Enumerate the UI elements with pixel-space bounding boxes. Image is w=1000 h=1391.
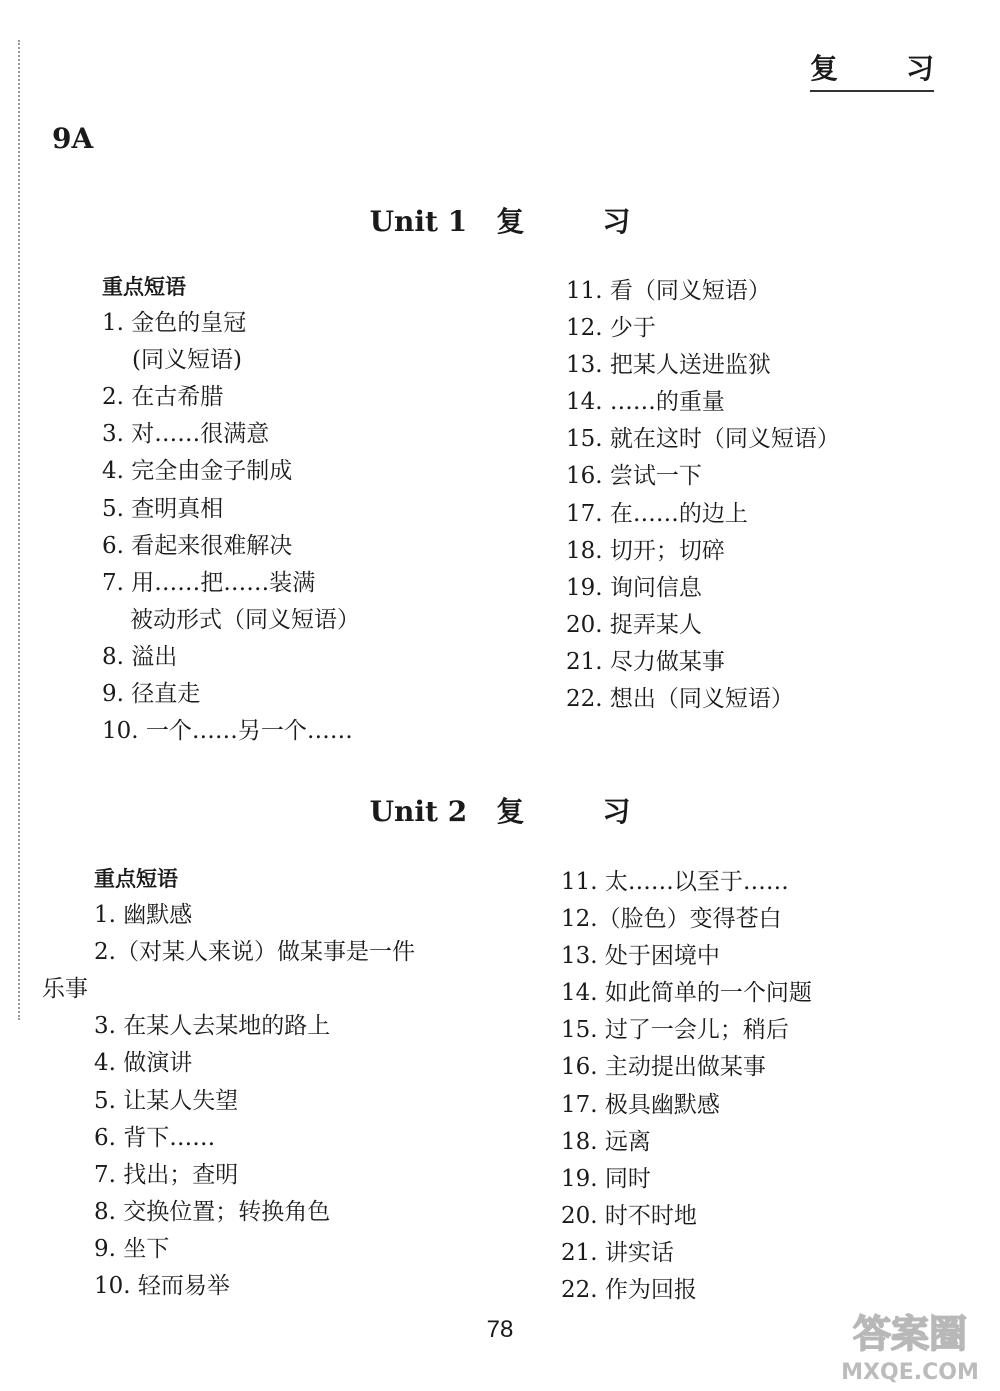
list-item: 19. 询问信息: [566, 574, 702, 601]
list-item: 11. 看（同义短语）: [566, 278, 771, 304]
unit1-right-column: [566, 273, 840, 718]
list-item: 8. 溢出: [102, 643, 178, 670]
list-item: 18. 远离: [561, 1128, 651, 1155]
list-item: 12.（脸色）变得苍白: [561, 906, 782, 933]
unit1-left-column: [102, 268, 360, 750]
unit2-right-column: [561, 864, 812, 1309]
list-item: 13. 把某人送进监狱: [566, 352, 771, 379]
list-item: 14. 如此简单的一个问题: [561, 980, 812, 1007]
list-item: 17. 极具幽默感: [561, 1091, 720, 1118]
list-item: 6. 看起来很难解决: [102, 532, 293, 559]
list-item: 2.（对某人来说）做某事是一件: [94, 939, 415, 966]
list-item: 13. 处于困境中: [561, 943, 720, 970]
list-item: 21. 讲实话: [561, 1239, 674, 1266]
list-item: 乐事: [42, 976, 88, 1003]
list-item: 7. 找出；查明: [94, 1161, 239, 1188]
list-item: 1. 金色的皇冠: [102, 310, 247, 337]
running-header: [810, 52, 934, 92]
unit1-title: Unit 1 复 习: [369, 205, 631, 238]
page-number: 78: [486, 1316, 514, 1343]
unit2-left-column: [42, 860, 415, 1305]
list-item: 20. 捉弄某人: [566, 611, 702, 638]
list-item: 10. 轻而易举: [94, 1273, 230, 1300]
list-item: 9. 坐下: [94, 1235, 170, 1262]
list-item: 18. 切开；切碎: [566, 537, 725, 564]
running-header-right: 习: [905, 52, 934, 85]
list-item: 3. 对……很满意: [102, 421, 270, 448]
list-item: 15. 过了一会儿；稍后: [561, 1017, 789, 1044]
list-item: 2. 在古希腊: [102, 384, 224, 411]
list-item: 9. 径直走: [102, 681, 201, 708]
list-item: 16. 尝试一下: [566, 463, 702, 490]
list-item: 22. 作为回报: [561, 1277, 697, 1304]
binding-margin-line: [18, 40, 20, 1020]
list-item: 4. 完全由金子制成: [102, 458, 293, 485]
list-item: 7. 用……把……装满: [102, 569, 316, 596]
list-item: 11. 太……以至于……: [561, 869, 789, 895]
unit2-title: Unit 2 复 习: [369, 795, 631, 828]
list-item: 19. 同时: [561, 1165, 651, 1192]
watermark-logo: [826, 1301, 994, 1387]
list-item: 10. 一个……另一个……: [102, 718, 353, 745]
list-item: 17. 在……的边上: [566, 500, 748, 527]
list-item: 15. 就在这时（同义短语）: [566, 426, 840, 453]
watermark-text: 答案圈: [852, 1312, 968, 1356]
list-item: 5. 让某人失望: [94, 1087, 239, 1114]
unit1-section-heading: 重点短语: [102, 274, 186, 299]
watermark-url: MXQE.COM: [841, 1360, 979, 1385]
list-item: 3. 在某人去某地的路上: [94, 1013, 331, 1040]
list-item: 12. 少于: [566, 315, 656, 342]
list-item: 4. 做演讲: [94, 1050, 193, 1077]
list-item: 被动形式（同义短语）: [130, 606, 360, 633]
list-item: 20. 时不时地: [561, 1202, 697, 1229]
unit2-section-heading: 重点短语: [94, 866, 178, 891]
running-header-left: 复: [810, 52, 839, 85]
list-item: 8. 交换位置；转换角色: [94, 1198, 331, 1225]
list-item: 5. 查明真相: [102, 495, 224, 522]
list-item: (同义短语): [132, 347, 242, 374]
list-item: 14. ……的重量: [566, 389, 725, 416]
list-item: 22. 想出（同义短语）: [566, 686, 794, 713]
list-item: 21. 尽力做某事: [566, 648, 725, 675]
list-item: 1. 幽默感: [94, 902, 193, 929]
list-item: 16. 主动提出做某事: [561, 1054, 766, 1081]
list-item: 6. 背下……: [94, 1124, 216, 1151]
grade-label: 9A: [52, 122, 94, 155]
